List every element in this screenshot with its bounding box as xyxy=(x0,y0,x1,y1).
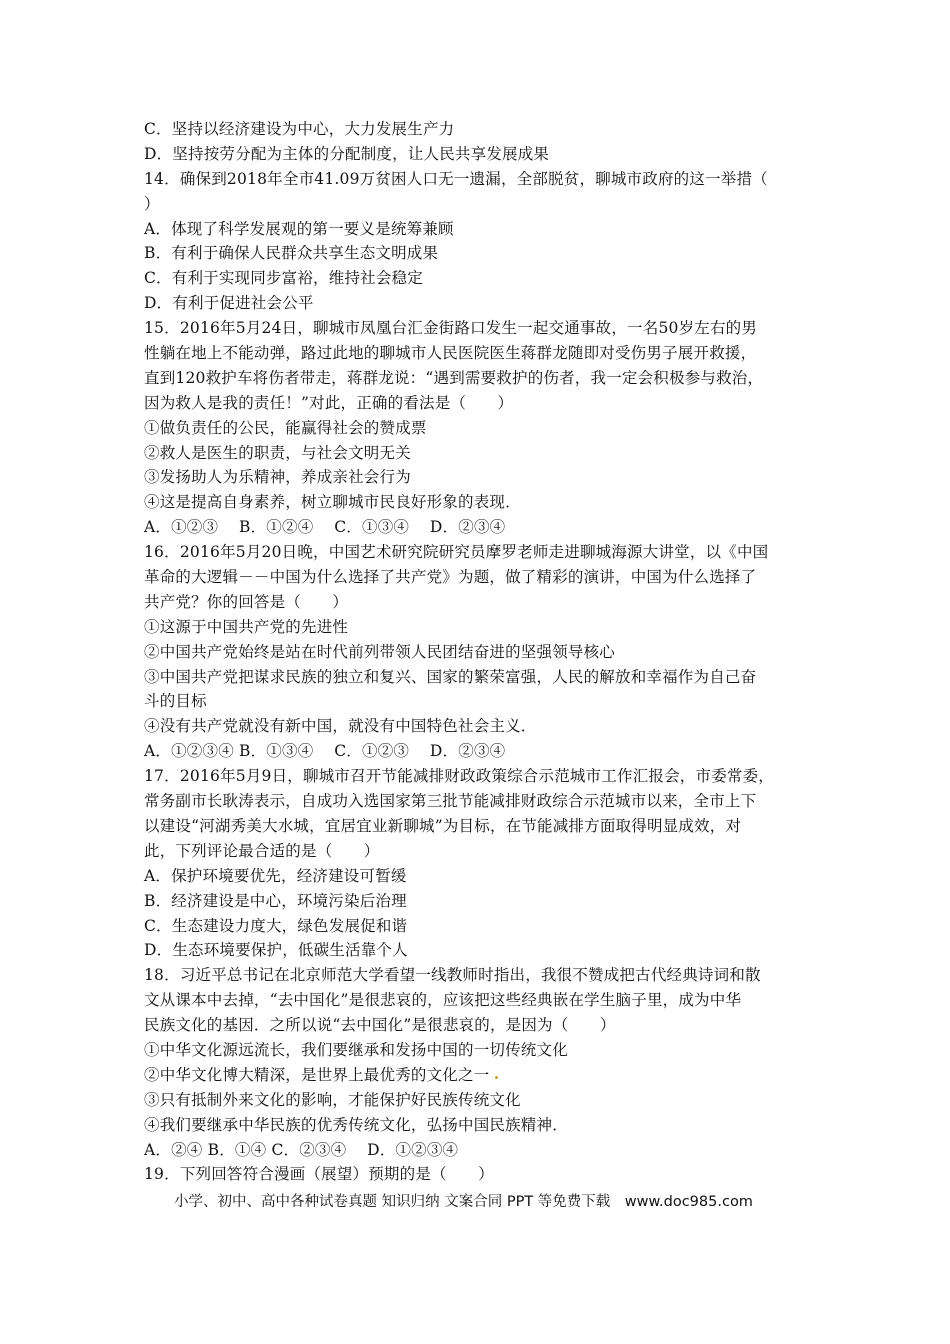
text-line: 性躺在地上不能动弹，路过此地的聊城市人民医院医生蒋群龙随即对受伤男子展开救援， xyxy=(144,344,757,363)
text-line: B．经济建设是中心，环境污染后治理 xyxy=(144,891,407,910)
text-line: 16．2016年5月20日晚，中国艺术研究院研究员摩罗老师走进聊城海源大讲堂，以《中国 xyxy=(144,543,769,562)
text-line: D．生态环境要保护，低碳生活靠个人 xyxy=(144,941,408,960)
text-line: ②中国共产党始终是站在时代前列带领人民团结奋进的坚强领导核心 xyxy=(144,642,616,661)
page-body xyxy=(144,117,814,1187)
text-line: A．①②③④ B．①③④ C．①②③ D．②③④ xyxy=(144,742,506,761)
text-line: 18．习近平总书记在北京师范大学看望一线教师时指出，我很不赞成把古代经典诗词和散 xyxy=(144,966,761,985)
text-line: 因为救人是我的责任！”对此，正确的看法是（ ） xyxy=(144,393,514,412)
text-line: B．有利于确保人民群众共享生态文明成果 xyxy=(144,244,439,263)
text-line: 文从课本中去掉，“去中国化”是很悲哀的，应该把这些经典嵌在学生脑子里，成为中华 xyxy=(144,991,742,1010)
text-line: ③发扬助人为乐精神，养成亲社会行为 xyxy=(144,468,411,487)
text-line: 此，下列评论最合适的是（ ） xyxy=(144,841,380,860)
text-line: C．有利于实现同步富裕，维持社会稳定 xyxy=(144,269,423,288)
text-line: 14．确保到2018年全市41.09万贫困人口无一遗漏，全部脱贫，聊城市政府的这一举措（ xyxy=(144,169,768,188)
text-line: ①做负责任的公民，能赢得社会的赞成票 xyxy=(144,418,427,437)
text-line: ③只有抵制外来文化的影响，才能保护好民族传统文化 xyxy=(144,1090,521,1109)
text-line: 民族文化的基因．之所以说“去中国化”是很悲哀的，是因为（ ） xyxy=(144,1016,616,1035)
text-line: ③中国共产党把谋求民族的独立和复兴、国家的繁荣富强，人民的解放和幸福作为自己奋 xyxy=(144,667,757,686)
text-line: 15．2016年5月24日，聊城市凤凰台汇金街路口发生一起交通事故，一名50岁左右的男 xyxy=(144,319,758,338)
text-line: ④我们要继承中华民族的优秀传统文化，弘扬中国民族精神． xyxy=(144,1115,568,1134)
text-line: D．有利于促进社会公平 xyxy=(144,294,314,313)
text-line: ②中华文化博大精深，是世界上最优秀的文化之一 xyxy=(144,1065,490,1084)
text-line: 以建设“河湖秀美大水城，宜居宜业新聊城”为目标，在节能减排方面取得明显成效，对 xyxy=(144,816,742,835)
page-footer: 小学、初中、高中各种试卷真题 知识归纳 文案合同 PPT 等免费下载 www.doc985.com xyxy=(174,1194,753,1210)
text-line: ④没有共产党就没有新中国，就没有中国特色社会主义． xyxy=(144,717,537,736)
text-line: 17．2016年5月9日，聊城市召开节能减排财政政策综合示范城市工作汇报会，市委常委， xyxy=(144,767,774,786)
text-line: 斗的目标 xyxy=(144,692,207,711)
text-line: A．保护环境要优先，经济建设可暂缓 xyxy=(144,866,407,885)
text-line: ） xyxy=(144,194,160,213)
text-line: C．坚持以经济建设为中心，大力发展生产力 xyxy=(144,120,455,138)
text-line: ②救人是医生的职责，与社会文明无关 xyxy=(144,443,411,462)
text-line: D．坚持按劳分配为主体的分配制度，让人民共享发展成果 xyxy=(144,144,550,163)
text-line: A．②④ B．①④ C．②③④ D．①②③④ xyxy=(144,1140,459,1159)
stray-mark xyxy=(495,1076,498,1079)
text-line: 19．下列回答符合漫画（展望）预期的是（ ） xyxy=(144,1165,494,1184)
text-line: 共产党？你的回答是（ ） xyxy=(144,592,349,611)
text-line: C．生态建设力度大，绿色发展促和谐 xyxy=(144,916,408,935)
text-line: 直到120救护车将伤者带走，蒋群龙说：“遇到需要救护的伤者，我一定会积极参与救治， xyxy=(144,368,764,387)
text-line: ④这是提高自身素养，树立聊城市民良好形象的表现． xyxy=(144,493,521,512)
text-line: 常务副市长耿涛表示，自成功入选国家第三批节能减排财政综合示范城市以来，全市上下 xyxy=(144,792,757,811)
text-line: ①这源于中国共产党的先进性 xyxy=(144,617,349,636)
text-line: 革命的大逻辑－－中国为什么选择了共产党》为题，做了精彩的演讲，中国为什么选择了 xyxy=(144,568,757,587)
text-line: ①中华文化源远流长，我们要继承和发扬中国的一切传统文化 xyxy=(144,1040,568,1059)
text-line: A．①②③ B．①②④ C．①③④ D．②③④ xyxy=(144,518,506,537)
text-line: A．体现了科学发展观的第一要义是统筹兼顾 xyxy=(144,219,454,238)
